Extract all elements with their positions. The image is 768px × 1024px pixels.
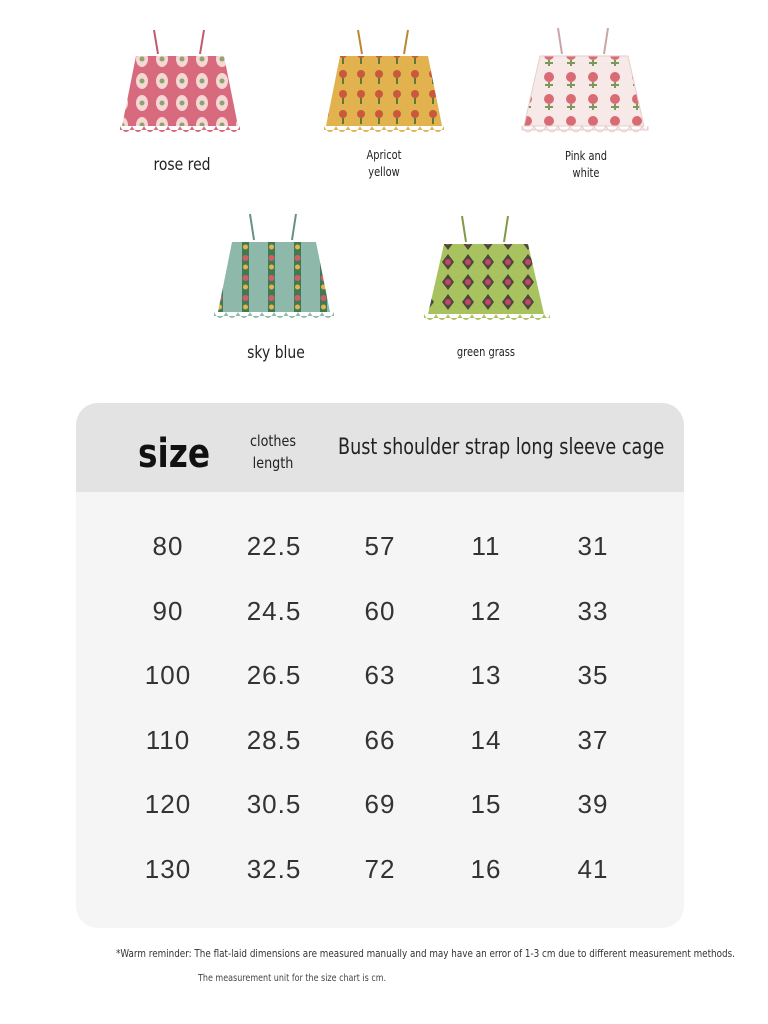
- camisole-sky-blue-image: [206, 212, 342, 328]
- color-label-apricot-yellow: Apricot yellow: [366, 148, 402, 179]
- swatch-pink-and-white: [516, 24, 652, 142]
- header-measurements: Bust shoulder strap long sleeve cage: [338, 435, 665, 460]
- cell-clothes-length: 26.5: [246, 660, 302, 690]
- cell-size: 130: [144, 853, 192, 884]
- table-row: [76, 531, 684, 571]
- cell-long: 39: [577, 789, 609, 819]
- cell-long: 35: [577, 660, 609, 690]
- cell-size: 100: [144, 660, 192, 690]
- camisole-pink-and-white-image: [516, 24, 652, 142]
- cell-clothes-length: 28.5: [246, 724, 302, 755]
- cell-shoulder-strap: 16: [470, 853, 502, 884]
- color-label-green-grass: green grass: [456, 345, 516, 359]
- table-row: [76, 725, 684, 765]
- cell-long: 37: [577, 724, 609, 755]
- cell-size: 80: [152, 531, 184, 561]
- size-chart-header: [76, 403, 684, 492]
- header-clothes-length: clothes length: [250, 432, 296, 472]
- cell-long: 41: [577, 853, 609, 884]
- color-label-pink-and-white: Pink and white: [564, 149, 608, 180]
- swatch-apricot-yellow: [316, 26, 452, 142]
- color-label-sky-blue: sky blue: [247, 343, 305, 363]
- warm-reminder-note: *Warm reminder: The flat-laid dimensions are measured manually and may have an error of 1-3 cm due to different measurement methods.: [116, 947, 735, 960]
- cell-long: 31: [577, 531, 609, 561]
- camisole-apricot-yellow-image: [316, 26, 452, 142]
- cell-clothes-length: 22.5: [246, 531, 302, 561]
- swatch-sky-blue: [206, 212, 342, 328]
- unit-note: The measurement unit for the size chart is cm.: [198, 973, 387, 984]
- cell-bust: 72: [364, 853, 396, 884]
- cell-bust: 57: [364, 531, 396, 561]
- cell-clothes-length: 30.5: [246, 789, 302, 819]
- cell-shoulder-strap: 13: [470, 660, 502, 690]
- table-row: [76, 660, 684, 700]
- cell-bust: 63: [364, 660, 396, 690]
- table-row: [76, 596, 684, 636]
- cell-shoulder-strap: 15: [470, 789, 502, 819]
- table-row: [76, 854, 684, 894]
- cell-shoulder-strap: 11: [471, 531, 501, 561]
- cell-clothes-length: 32.5: [246, 853, 302, 884]
- cell-size: 120: [144, 789, 192, 819]
- swatch-rose-red: [112, 26, 248, 142]
- header-size: size: [138, 431, 211, 477]
- cell-size: 110: [145, 724, 191, 755]
- cell-shoulder-strap: 12: [470, 595, 502, 626]
- swatch-green-grass: [418, 212, 554, 330]
- cell-long: 33: [577, 595, 609, 626]
- cell-size: 90: [152, 595, 184, 626]
- color-label-rose-red: rose red: [153, 155, 211, 175]
- cell-bust: 60: [364, 595, 396, 626]
- cell-shoulder-strap: 14: [470, 724, 502, 755]
- cell-clothes-length: 24.5: [246, 595, 302, 626]
- camisole-rose-red-image: [112, 26, 248, 142]
- size-chart-table: [76, 403, 684, 928]
- cell-bust: 66: [364, 724, 396, 755]
- cell-bust: 69: [364, 789, 396, 819]
- camisole-green-grass-image: [418, 212, 554, 330]
- table-row: [76, 789, 684, 829]
